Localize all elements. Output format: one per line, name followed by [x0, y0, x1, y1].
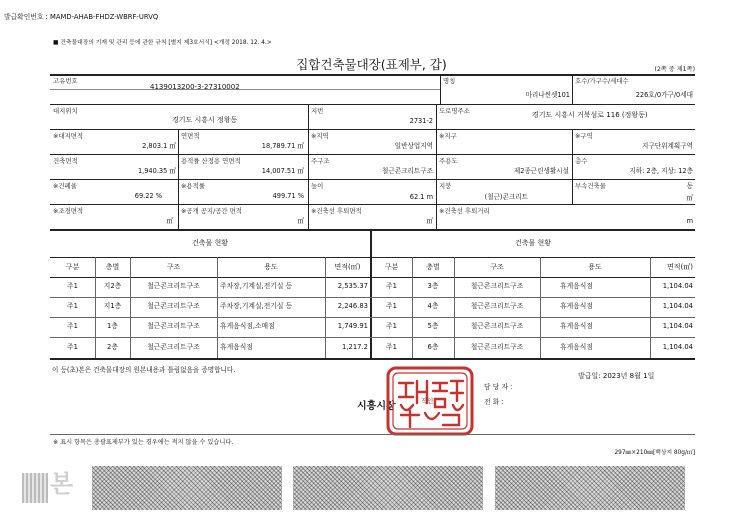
- table-cell: 주1: [386, 282, 397, 290]
- anti-copy-pattern: [293, 466, 483, 510]
- far-floor-area-value: 14,007.51 ㎡: [261, 167, 304, 175]
- col-header-floor: 층별: [105, 263, 120, 271]
- height-label: 높이: [311, 182, 324, 190]
- table-cell: 1,749.91: [337, 322, 368, 330]
- row-divider: [50, 104, 695, 105]
- total-floor-area-value: 18,789.71 ㎡: [261, 142, 304, 150]
- table-cell: 철근콘크리트구조: [470, 302, 524, 310]
- table-cell: 철근콘크리트구조: [147, 282, 200, 290]
- col-header-use: 용도: [588, 263, 602, 271]
- setback-distance-label: ※건축선 후퇴거리: [439, 207, 490, 215]
- col-header-floor: 층별: [426, 263, 440, 271]
- main-structure-label: 주구조: [311, 157, 330, 165]
- table-row: [0, 317, 693, 336]
- table-cell: 주1: [67, 282, 78, 290]
- setback-area-value: ㎡: [426, 217, 433, 225]
- col-header-structure: 구조: [490, 263, 504, 271]
- site-label: 대지위치: [53, 107, 78, 115]
- col-header-type: 구분: [65, 263, 80, 271]
- table-cell: 휴게음식점: [560, 302, 593, 310]
- lot-value: 2731-2: [409, 117, 433, 125]
- coverage-ratio-value: 69.22 %: [134, 192, 162, 200]
- public-space-label: ※공개 공지/공간 면적: [181, 207, 242, 215]
- setback-distance-value: m: [686, 217, 693, 225]
- table-cell: 휴게음식점: [560, 282, 593, 290]
- seal-label: 직인: [421, 397, 434, 405]
- site-value: 경기도 시흥시 정왕동: [172, 116, 238, 124]
- table-cell: 주차장,기계실,전기실 등: [220, 302, 293, 310]
- annex-label: 부속건축물: [575, 182, 606, 190]
- status-title-right: 건축물 현황: [514, 239, 552, 247]
- col-header-area: 면적(㎡): [667, 263, 693, 271]
- floors-value: 지하: 2층, 지상: 12층: [629, 167, 693, 175]
- table-cell: 휴게음식점: [560, 322, 593, 330]
- issuer-name: 시흥시장: [357, 401, 396, 412]
- row-divider: [50, 179, 695, 180]
- row-divider: [50, 154, 695, 155]
- zone-value: 일반상업지역: [394, 142, 433, 150]
- road-label: 도로명주소: [439, 107, 470, 115]
- district-label: ※지구: [439, 132, 457, 140]
- staff-label: 담 당 자 :: [484, 383, 513, 391]
- area-value: 지구단위계획구역: [642, 142, 693, 150]
- table-cell: 지1층: [103, 302, 122, 310]
- table-cell: 철근콘크리트구조: [470, 282, 524, 290]
- table-cell: 주1: [67, 322, 78, 330]
- col-header-use: 용도: [264, 263, 278, 271]
- issue-date: 발급일: 2023년 8월 1일: [578, 372, 655, 380]
- anti-copy-pattern: [92, 466, 282, 510]
- status-title-left: 건축물 현황: [191, 239, 229, 247]
- paper-spec: 297㎜×210㎜[백상지 80g/㎡]: [614, 450, 695, 456]
- table-cell: 휴게음식점: [220, 343, 253, 351]
- phone-label: 전 화 :: [484, 398, 504, 406]
- setback-area-label: ※건축선 후퇴면적: [311, 207, 362, 215]
- area-label: ※구역: [575, 132, 593, 140]
- far-floor-area-label: 용적률 산정용 연면적: [181, 157, 241, 165]
- table-cell: 주1: [67, 302, 78, 310]
- table-row: [0, 297, 693, 316]
- land-area-value: 2,803.1 ㎡: [142, 142, 176, 150]
- table-cell: 철근콘크리트구조: [470, 322, 524, 330]
- table-cell: 지2층: [103, 282, 122, 290]
- document-title: 집합건축물대장(표제부, 갑): [296, 57, 447, 72]
- height-value: 62.1 m: [409, 193, 433, 201]
- table-cell: 5층: [427, 322, 439, 330]
- units-value: 226호/0가구/0세대: [635, 91, 693, 99]
- main-structure-value: 철근콘크리트구조: [382, 167, 433, 175]
- roof-label: 지붕: [439, 182, 452, 190]
- certify-statement: 이 등(초)본은 건축물대장의 원본내용과 틀림없음을 증명합니다.: [52, 366, 236, 374]
- issue-confirmation-code: 발급확인번호 : MAMD-AHAB-FHDZ-WBRF-URVQ: [4, 13, 159, 21]
- land-area-label: ※대지면적: [53, 132, 84, 140]
- annex-count-unit: 동: [686, 182, 693, 190]
- table-cell: 4층: [427, 302, 439, 310]
- table-cell: 6층: [427, 343, 439, 351]
- landscape-area-label: ※조경면적: [53, 207, 84, 215]
- zone-label: ※지역: [311, 132, 329, 140]
- building-name: 마리나썬셋101: [525, 91, 570, 99]
- table-cell: 휴게음식점: [560, 343, 593, 351]
- far-value: 499.71 %: [272, 192, 304, 200]
- table-cell: 철근콘크리트구조: [147, 343, 200, 351]
- table-cell: 1,104.04: [662, 282, 693, 290]
- page-info: (2쪽 중 제1쪽): [654, 66, 695, 73]
- regulation-note: ■ 건축물대장의 기재 및 관리 등에 관한 규칙 [별지 제3호서식] <개정 2018. 12. 4.>: [53, 40, 272, 46]
- main-use-value: 제2종근린생활시설: [513, 167, 569, 175]
- landscape-area-value: ㎡: [166, 217, 173, 225]
- name-label: 명칭: [443, 77, 456, 85]
- annex-area-unit: ㎡: [686, 194, 693, 202]
- table-cell: 1,104.04: [662, 343, 693, 351]
- building-area-value: 1,940.35 ㎡: [137, 167, 176, 175]
- table-cell: 주1: [386, 322, 397, 330]
- table-cell: 휴게음식점,소매점: [220, 322, 275, 330]
- public-space-value: ㎡: [297, 217, 304, 225]
- roof-value: (철근)콘크리트: [484, 193, 528, 201]
- table-cell: 주1: [386, 343, 397, 351]
- security-pattern: [22, 473, 48, 503]
- road-value: 경기도 시흥시 거북섬로 116 (정왕동): [532, 111, 648, 119]
- total-floor-area-label: 연면적: [181, 132, 200, 140]
- col-header-area: 면적(㎡): [334, 263, 361, 271]
- table-cell: 2,535.37: [337, 282, 368, 290]
- col-header-type: 구분: [384, 263, 399, 271]
- table-cell: 철근콘크리트구조: [470, 343, 524, 351]
- table-cell: 1,104.04: [662, 302, 693, 310]
- unique-no: 4139013200-3-27310002: [150, 83, 240, 91]
- table-cell: 1,104.04: [662, 322, 693, 330]
- table-cell: 1,217.2: [342, 343, 368, 351]
- units-label: 호수/가구수/세대수: [575, 77, 629, 85]
- table-row: [0, 338, 693, 357]
- table-cell: 주1: [386, 302, 397, 310]
- row-divider: [50, 129, 695, 130]
- row-divider: [50, 204, 695, 205]
- official-seal: [385, 365, 475, 437]
- main-use-label: 주용도: [439, 157, 458, 165]
- floors-label: 층수: [575, 157, 588, 165]
- table-cell: 철근콘크리트구조: [147, 322, 200, 330]
- table-cell: 주차장,기계실,전기실 등: [220, 282, 293, 290]
- table-cell: 1층: [107, 322, 118, 330]
- table-cell: 2층: [107, 343, 118, 351]
- table-cell: 3층: [427, 282, 439, 290]
- unique-no-label: 고유번호: [53, 77, 78, 85]
- coverage-ratio-label: ※건폐율: [53, 182, 77, 190]
- row-divider: [50, 229, 695, 231]
- anti-copy-pattern: [495, 466, 685, 510]
- table-cell: 철근콘크리트구조: [147, 302, 200, 310]
- table-cell: 2,246.83: [337, 302, 368, 310]
- col-header-structure: 구조: [166, 263, 181, 271]
- table-cell: 주1: [67, 343, 78, 351]
- far-label: ※용적률: [181, 182, 205, 190]
- table-row: [0, 277, 693, 296]
- building-area-label: 건축면적: [53, 157, 78, 165]
- footnote: ※ 표시 항목은 총괄표제부가 있는 경우에는 적지 않을 수 있습니다.: [53, 439, 234, 446]
- original-watermark: 본: [50, 470, 74, 498]
- lot-label: 지번: [311, 107, 324, 115]
- table-top-border: [50, 74, 695, 76]
